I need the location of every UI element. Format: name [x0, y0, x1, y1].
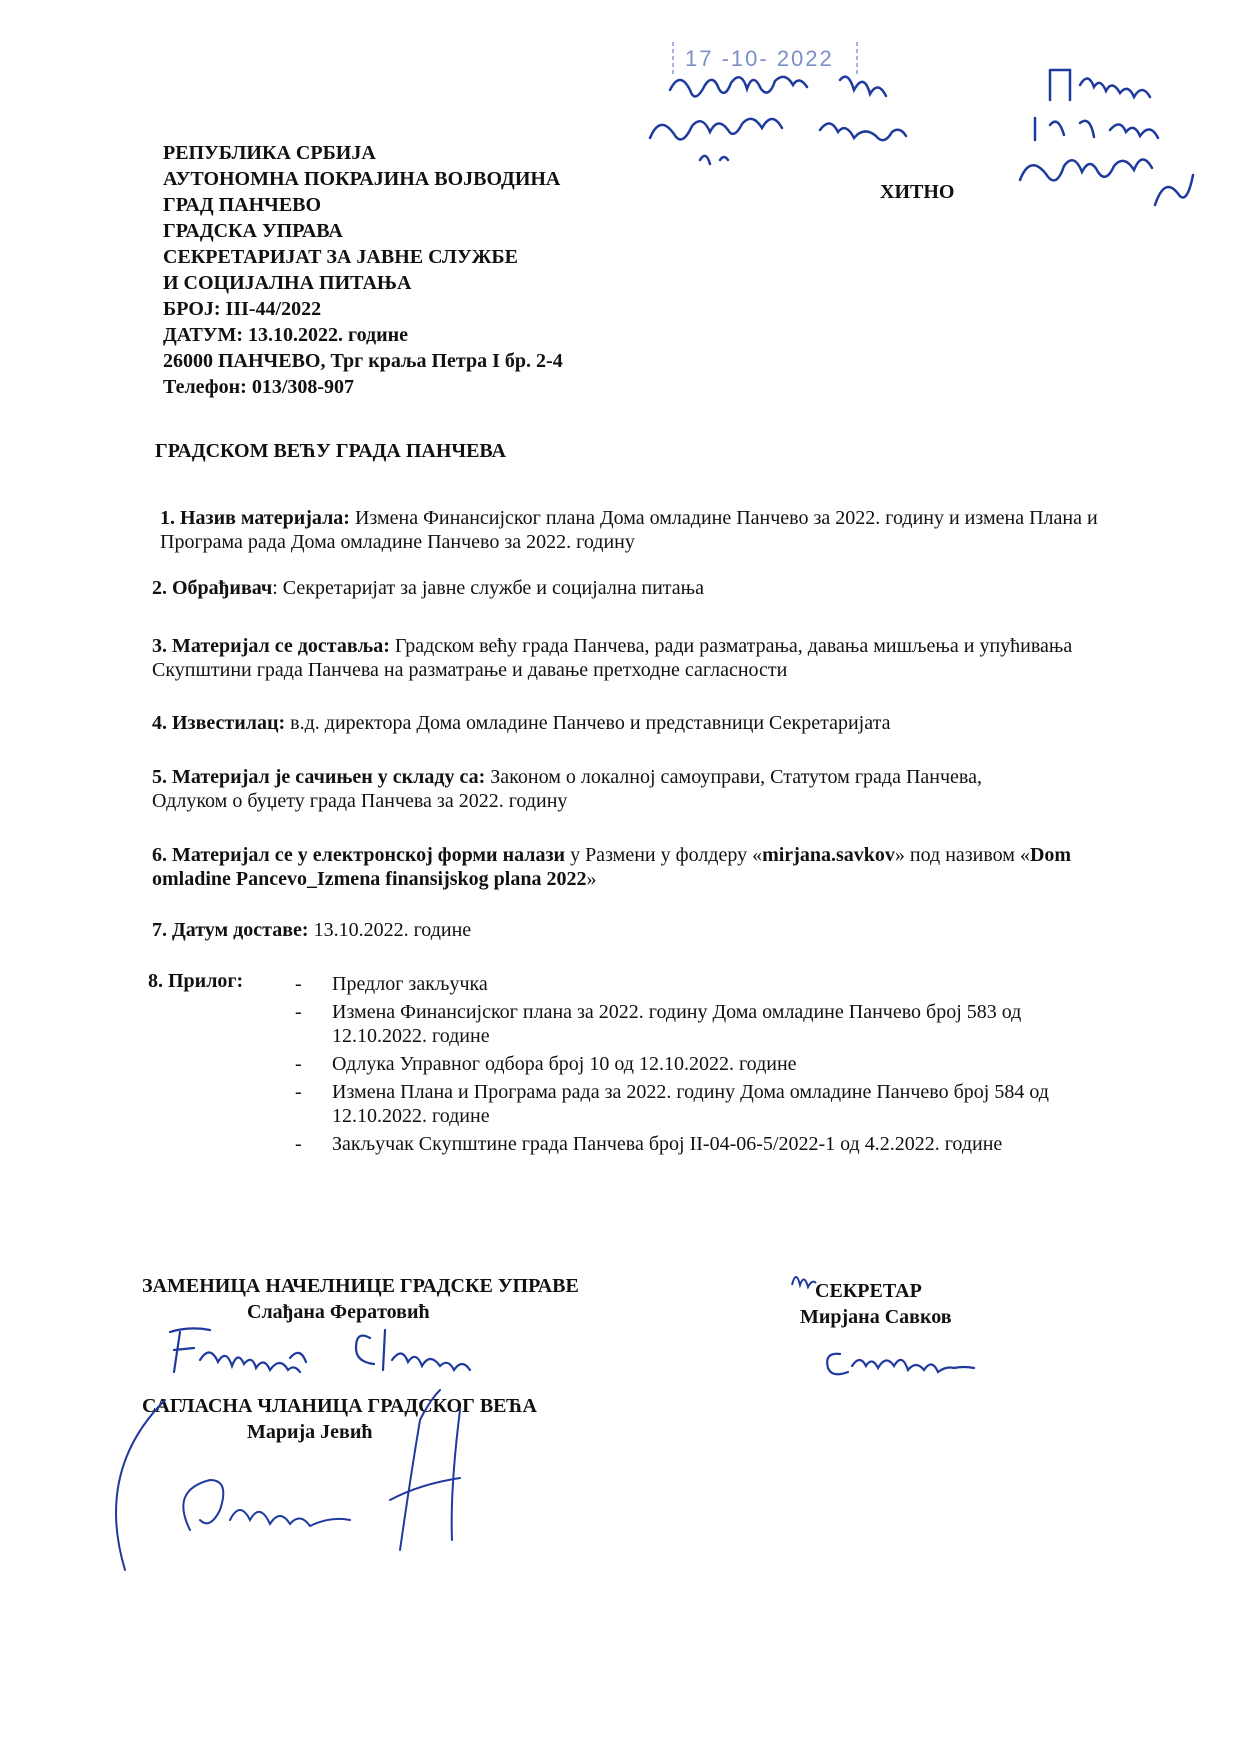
header-line-city: ГРАД ПАНЧЕВО: [163, 194, 322, 216]
item-7-text: 13.10.2022. године: [308, 919, 472, 941]
item-6: [152, 843, 1102, 891]
header-line-address: 26000 ПАНЧЕВО, Трг краља Петра I бр. 2-4: [163, 350, 563, 372]
addressee: ГРАДСКОМ ВЕЋУ ГРАДА ПАНЧЕВА: [155, 440, 506, 462]
item-6-text-c: »: [586, 868, 597, 890]
attachment-item: - Одлука Управног одбора број 10 од 12.10.2022. године: [295, 1053, 797, 1075]
header-line-date: ДАТУМ: 13.10.2022. године: [163, 324, 409, 346]
deputy-handwritten-signature: [160, 1320, 520, 1380]
item-1-label: 1. Назив материјала:: [160, 507, 350, 529]
item-5: [152, 765, 1032, 813]
item-2: [152, 576, 1092, 600]
attachment-item: - Измена Финансијског плана за 2022. годину Дома омладине Панчево број 583 од 12.10.2022. године: [295, 1001, 1022, 1047]
item-5-label: 5. Материјал је сачињен у складу са:: [152, 766, 486, 788]
urgent-label: ХИТНО: [880, 181, 955, 203]
handwritten-note-right: [1010, 45, 1230, 215]
handwriting-right-scribble: [1010, 45, 1230, 215]
item-6-filename: Dom omladine Pancevo_Izmena finansijskog plana 2022: [152, 844, 1072, 890]
item-6-text-a: у Размени у фолдеру «: [565, 844, 763, 866]
council-handwritten-signature: [90, 1380, 530, 1580]
handwriting-left-scribble: [630, 60, 980, 190]
institution-header: [163, 140, 563, 400]
item-4-text: в.д. директора Дома омладине Панчево и представници Секретаријата: [285, 712, 891, 734]
item-1-text: Измена Финансијског плана Дома омладине Панчево за 2022. годину и измена Плана и Програма рада Дома омладине Панчево за 2022. годину: [160, 507, 1098, 553]
item-1: [160, 506, 1100, 554]
header-line-number: БРОЈ: III-44/2022: [163, 298, 322, 320]
attachment-item: - Предлог закључка: [295, 973, 488, 995]
council-name: Марија Јевић: [247, 1421, 373, 1443]
attachment-item: - Закључак Скупштине града Панчева број II-04-06-5/2022-1 од 4.2.2022. године: [295, 1133, 1003, 1155]
header-line-secretariat: СЕКРЕТАРИЈАТ ЗА ЈАВНЕ СЛУЖБЕ: [163, 246, 518, 268]
item-7: [152, 918, 1092, 942]
deputy-title: ЗАМЕНИЦА НАЧЕЛНИЦЕ ГРАДСКЕ УПРАВЕ: [142, 1275, 579, 1297]
council-title: САГЛАСНА ЧЛАНИЦА ГРАДСКОГ ВЕЋА: [142, 1395, 537, 1417]
header-line-province: АУТОНОМНА ПОКРАЈИНА ВОЈВОДИНА: [163, 168, 561, 190]
item-5-text: Законом о локалној самоуправи, Статутом града Панчева, Одлуком о буџету града Панчева за 2022. годину: [152, 766, 982, 812]
handwritten-note-left: [630, 60, 980, 190]
header-line-administration: ГРАДСКА УПРАВА: [163, 220, 343, 242]
secretary-handwritten-signature: [820, 1340, 1010, 1380]
secretary-name: Мирјана Савков: [800, 1306, 952, 1328]
secretary-title: СЕКРЕТАР: [815, 1280, 922, 1302]
item-7-label: 7. Датум доставе:: [152, 919, 309, 941]
item-6-text-b: » под називом «: [894, 844, 1030, 866]
header-line-phone: Телефон: 013/308-907: [163, 376, 355, 398]
initials-scribble: [788, 1265, 818, 1295]
deputy-signature-block: [142, 1273, 579, 1325]
item-4-label: 4. Известилац:: [152, 712, 286, 734]
header-line-secretariat-2: И СОЦИЈАЛНА ПИТАЊА: [163, 272, 412, 294]
item-3-label: 3. Материјал се доставља:: [152, 635, 390, 657]
item-6-label: 6. Материјал се у електронској форми налази: [152, 844, 566, 866]
header-line-country: РЕПУБЛИКА СРБИЈА: [163, 142, 376, 164]
council-signature-scribble: [90, 1380, 530, 1580]
item-4: [152, 711, 1092, 735]
stamp-date: 17 -10- 2022: [685, 46, 834, 71]
item-2-label: 2. Обрађивач: [152, 577, 273, 599]
item-6-folder: mirjana.savkov: [762, 844, 895, 866]
deputy-signature-scribble: [160, 1320, 520, 1380]
secretary-signature-scribble: [820, 1340, 1010, 1380]
item-2-text: : Секретаријат за јавне службе и социјална питања: [272, 577, 705, 599]
secretary-initials: [788, 1265, 818, 1295]
item-3-text: Градском већу града Панчева, ради разматрања, давања мишљења и упућивања Скупштини града Панчева на разматрање и давање претходне сагласности: [152, 635, 1073, 681]
item-3: [152, 634, 1092, 682]
attachments-list: [295, 972, 1095, 1160]
attachments-label: 8. Прилог:: [148, 970, 244, 992]
deputy-name: Слађана Ферaтовић: [247, 1301, 430, 1323]
attachment-item: - Измена Плана и Програма рада за 2022. годину Дома омладине Панчево број 584 од 12.10.2022. године: [295, 1081, 1049, 1127]
